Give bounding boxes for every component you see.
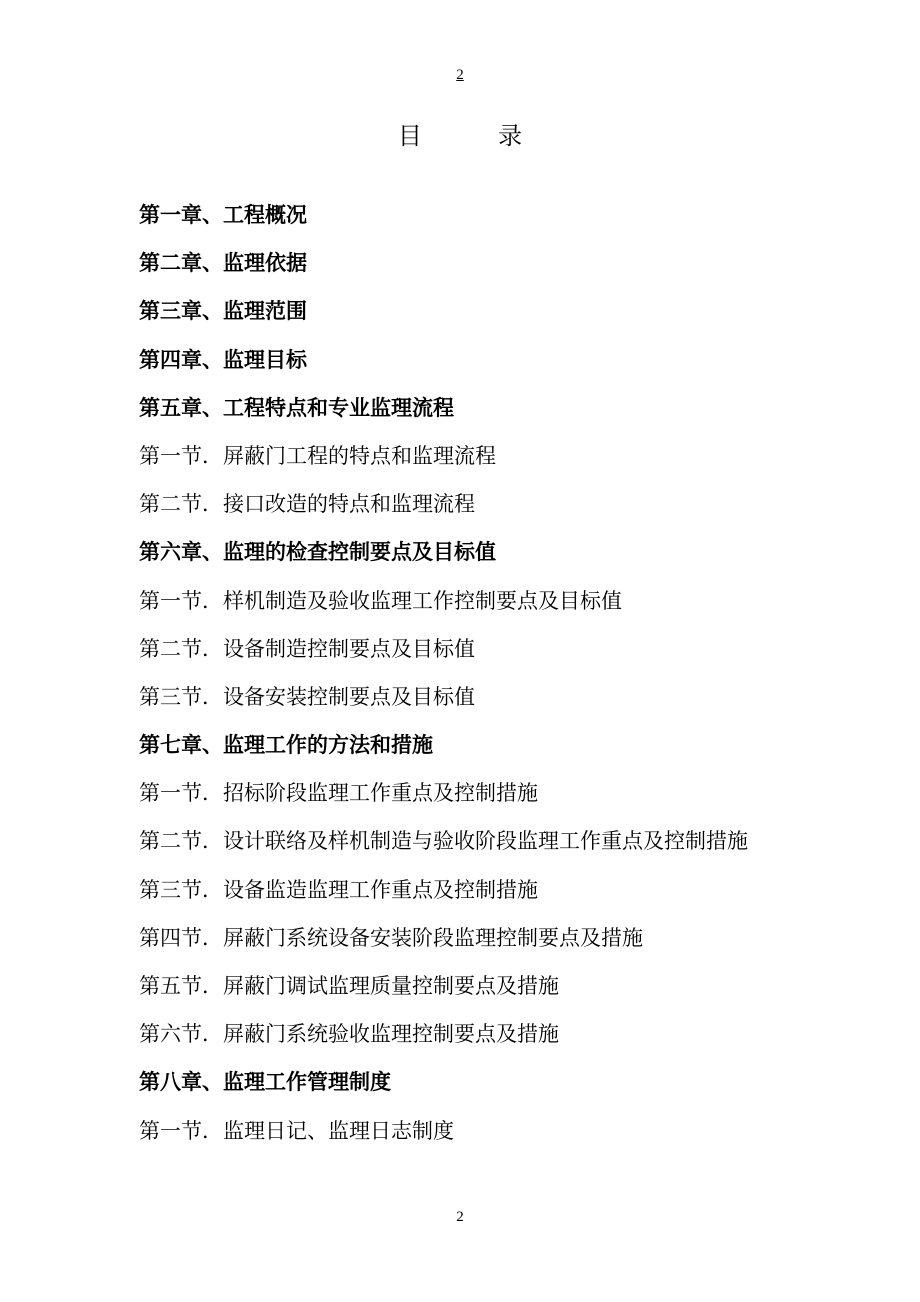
toc-chapter-entry: 第五章、工程特点和专业监理流程 bbox=[139, 395, 454, 420]
header-page-number-text: 2 bbox=[456, 67, 464, 83]
toc-chapter-entry: 第三章、监理范围 bbox=[139, 299, 307, 324]
toc-chapter-entry: 第七章、监理工作的方法和措施 bbox=[139, 733, 433, 758]
toc-section-entry: 第一节．样机制造及验收监理工作控制要点及目标值 bbox=[139, 588, 622, 613]
toc-section-entry: 第三节．设备监造监理工作重点及控制措施 bbox=[139, 877, 538, 902]
toc-section-entry: 第一节．监理日记、监理日志制度 bbox=[139, 1118, 454, 1143]
toc-chapter-entry: 第八章、监理工作管理制度 bbox=[139, 1070, 391, 1095]
toc-chapter-entry: 第二章、监理依据 bbox=[139, 251, 307, 276]
toc-chapter-entry: 第四章、监理目标 bbox=[139, 347, 307, 372]
toc-section-entry: 第一节．屏蔽门工程的特点和监理流程 bbox=[139, 443, 496, 468]
toc-section-entry: 第六节．屏蔽门系统验收监理控制要点及措施 bbox=[139, 1022, 559, 1047]
toc-section-entry: 第四节．屏蔽门系统设备安装阶段监理控制要点及措施 bbox=[139, 925, 643, 950]
toc-section-entry: 第三节．设备安装控制要点及目标值 bbox=[139, 684, 475, 709]
toc-chapter-entry: 第一章、工程概况 bbox=[139, 203, 307, 227]
toc-title: 目 录 bbox=[397, 122, 523, 150]
table-of-contents bbox=[139, 200, 839, 1164]
toc-section-entry: 第五节．屏蔽门调试监理质量控制要点及措施 bbox=[139, 974, 559, 998]
toc-chapter-entry: 第六章、监理的检查控制要点及目标值 bbox=[139, 540, 496, 565]
toc-section-entry: 第二节．设计联络及样机制造与验收阶段监理工作重点及控制措施 bbox=[139, 829, 748, 854]
header-page-number bbox=[0, 66, 920, 84]
toc-section-entry: 第二节．设备制造控制要点及目标值 bbox=[139, 636, 475, 661]
toc-section-entry: 第二节．接口改造的特点和监理流程 bbox=[139, 492, 475, 517]
footer-page-number: 2 bbox=[456, 1209, 464, 1225]
toc-section-entry: 第一节．招标阶段监理工作重点及控制措施 bbox=[139, 781, 538, 806]
